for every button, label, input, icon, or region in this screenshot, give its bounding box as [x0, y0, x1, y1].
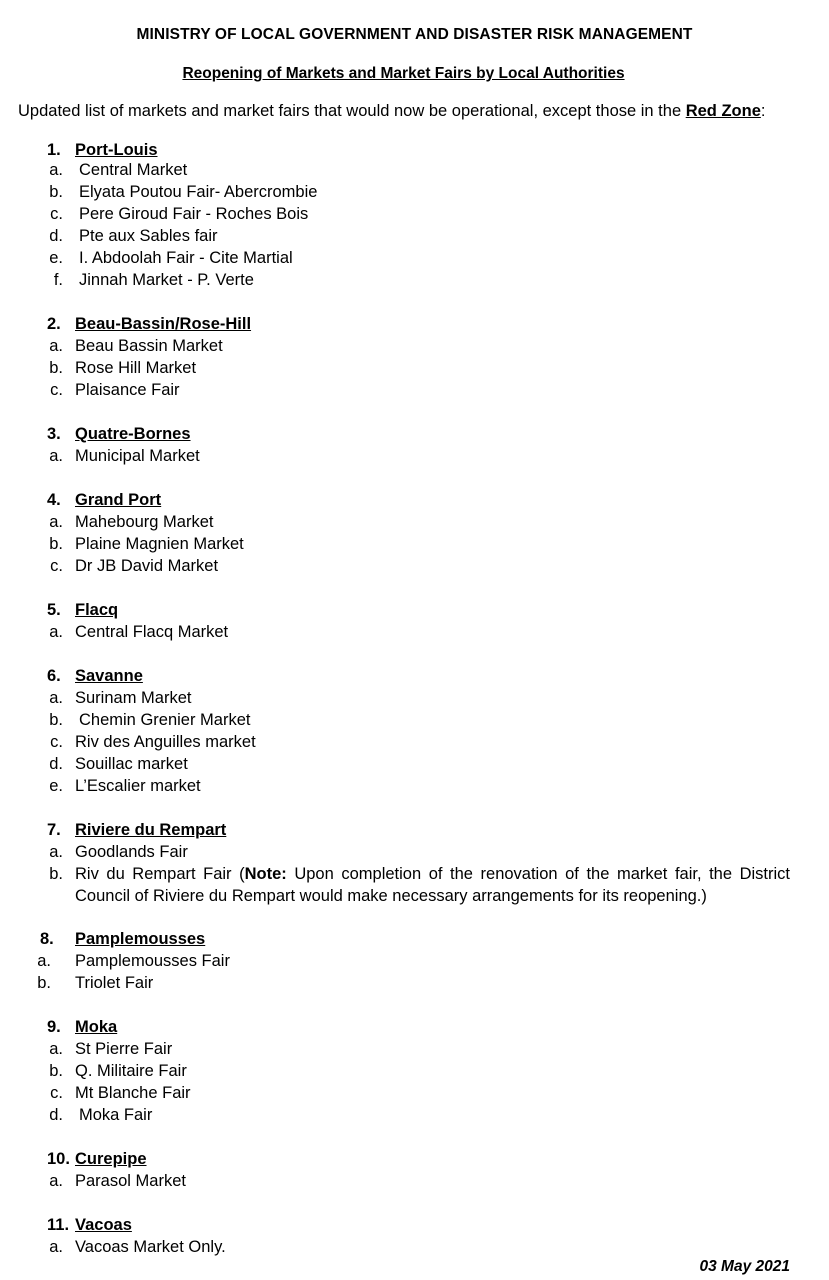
item-text: Plaine Magnien Market	[75, 535, 244, 553]
item-text: Rose Hill Market	[75, 359, 197, 377]
section-number: 10.	[47, 1150, 70, 1168]
item-letter: a.	[49, 161, 63, 179]
item-letter: b.	[49, 535, 63, 553]
item-letter: a.	[37, 952, 51, 970]
item-letter: d.	[49, 1106, 63, 1124]
item-text: Q. Militaire Fair	[75, 1062, 187, 1080]
item-letter: a.	[49, 1238, 63, 1256]
section-number: 2.	[47, 315, 61, 333]
section-name: Quatre-Bornes	[75, 425, 191, 443]
intro-prefix: Updated list of markets and market fairs that would now be operational, except those in the	[18, 102, 686, 120]
item-letter: d.	[49, 227, 63, 245]
section-name: Grand Port	[75, 491, 162, 509]
item-text: L’Escalier market	[75, 777, 201, 795]
item-text: Moka Fair	[79, 1106, 153, 1124]
section-name: Savanne	[75, 667, 143, 685]
section-number: 6.	[47, 667, 61, 685]
item-text: Pamplemousses Fair	[75, 952, 230, 970]
item-text: Mahebourg Market	[75, 513, 214, 531]
item-text: Vacoas Market Only.	[75, 1238, 226, 1256]
section-number: 11.	[47, 1216, 70, 1234]
section-number: 7.	[47, 821, 61, 839]
item-letter: a.	[49, 623, 63, 641]
section-name: Vacoas	[75, 1216, 132, 1234]
intro-suffix: :	[760, 102, 766, 120]
section-name: Curepipe	[75, 1150, 147, 1168]
item-letter: c.	[50, 205, 63, 223]
item-text: Elyata Poutou Fair- Abercrombie	[79, 183, 318, 201]
item-text: Jinnah Market - P. Verte	[79, 271, 254, 289]
item-text: Triolet Fair	[75, 974, 154, 992]
note-prefix: Riv du Rempart Fair (	[75, 865, 245, 883]
item-letter: f.	[53, 271, 63, 289]
item-letter: c.	[50, 1084, 63, 1102]
item-letter: e.	[49, 249, 63, 267]
item-letter: c.	[50, 557, 63, 575]
note-text: Upon completion of the renovation of the market fair, the District Council of Riviere du Rempart would make necessary arrangements for its reopening.)	[75, 865, 791, 905]
item-text: Central Market	[79, 161, 188, 179]
item-letter: b.	[49, 359, 63, 377]
item-text: Beau Bassin Market	[75, 337, 223, 355]
item-letter: a.	[49, 337, 63, 355]
section-number: 4.	[47, 491, 61, 509]
item-text: Mt Blanche Fair	[75, 1084, 191, 1102]
item-letter: e.	[49, 777, 63, 795]
item-letter: a.	[49, 689, 63, 707]
note-label: Note:	[244, 865, 287, 883]
item-text: Goodlands Fair	[75, 843, 188, 861]
item-text: Pte aux Sables fair	[79, 227, 218, 245]
item-text: St Pierre Fair	[75, 1040, 173, 1058]
section-number: 1.	[47, 141, 61, 159]
ministry-heading: MINISTRY OF LOCAL GOVERNMENT AND DISASTER RISK MANAGEMENT	[136, 26, 693, 43]
item-letter: a.	[49, 513, 63, 531]
item-letter: b.	[49, 183, 63, 201]
red-zone-label: Red Zone	[685, 102, 761, 120]
item-letter: a.	[49, 843, 63, 861]
item-text: Chemin Grenier Market	[79, 711, 251, 729]
item-text: Municipal Market	[75, 447, 200, 465]
item-text: Pere Giroud Fair - Roches Bois	[79, 205, 309, 223]
section-name: Pamplemousses	[75, 930, 206, 948]
item-letter: a.	[49, 1040, 63, 1058]
document-date: 03 May 2021	[699, 1258, 790, 1275]
section-number: 8.	[40, 930, 54, 948]
item-letter: b.	[49, 1062, 63, 1080]
item-text: I. Abdoolah Fair - Cite Martial	[79, 249, 293, 267]
item-text: Riv des Anguilles market	[75, 733, 256, 751]
document-title: Reopening of Markets and Market Fairs by Local Authorities	[182, 65, 625, 82]
item-text: Parasol Market	[75, 1172, 186, 1190]
section-number: 5.	[47, 601, 61, 619]
item-letter: a.	[49, 447, 63, 465]
item-letter: b.	[49, 711, 63, 729]
section-name: Riviere du Rempart	[75, 821, 227, 839]
section-number: 3.	[47, 425, 61, 443]
section-name: Flacq	[75, 601, 119, 619]
item-text: Souillac market	[75, 755, 188, 773]
item-text: Surinam Market	[75, 689, 192, 707]
item-letter: d.	[49, 755, 63, 773]
item-letter: a.	[49, 1172, 63, 1190]
item-letter: c.	[50, 733, 63, 751]
section-number: 9.	[47, 1018, 61, 1036]
item-text: Plaisance Fair	[75, 381, 180, 399]
item-letter: b.	[49, 865, 63, 883]
section-name: Moka	[75, 1018, 118, 1036]
item-text: Central Flacq Market	[75, 623, 229, 641]
intro-paragraph	[18, 102, 765, 121]
item-letter: c.	[50, 381, 63, 399]
item-text-with-note	[75, 863, 790, 907]
item-text: Dr JB David Market	[75, 557, 219, 575]
section-name: Port-Louis	[75, 141, 158, 159]
item-letter: b.	[37, 974, 51, 992]
section-name: Beau-Bassin/Rose-Hill	[75, 315, 252, 333]
